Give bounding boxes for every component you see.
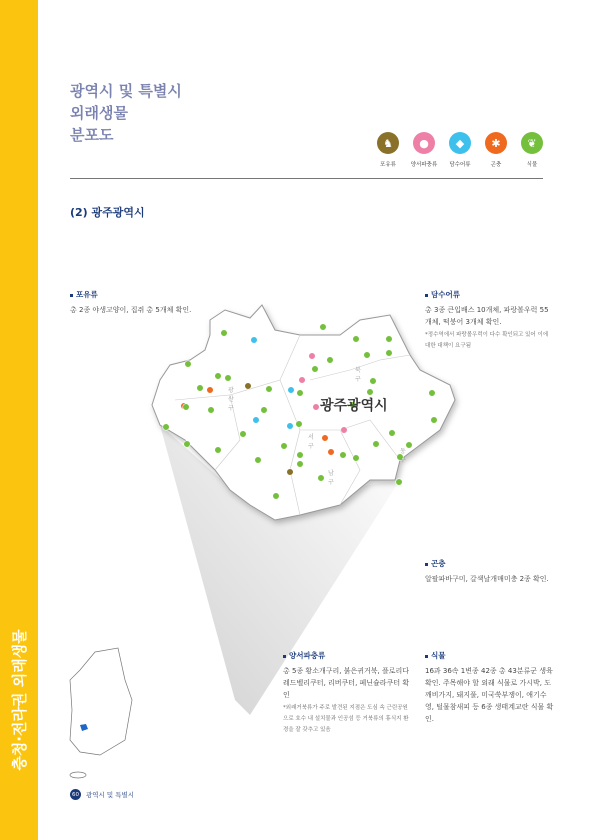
sprout-marker — [183, 404, 190, 411]
sprout-marker — [312, 366, 319, 373]
block-title: 담수어류 — [431, 290, 460, 299]
ladybug-marker — [207, 387, 214, 394]
title-line: 분포도 — [70, 126, 114, 144]
block-title: 양서파충류 — [289, 651, 326, 660]
legend-amphibian — [412, 132, 436, 168]
sprout-marker — [364, 352, 371, 359]
sprout-marker — [255, 457, 262, 464]
block-note: *외래거북류가 주로 발견된 지점은 도심 속 근린공원으로 호수 내 설치물과 인공섬 등 거북류의 휴식지 환경을 잘 갖추고 있음 — [283, 705, 409, 733]
fish-marker — [251, 337, 258, 344]
sprout-marker — [386, 336, 393, 343]
sprout-marker — [386, 350, 393, 357]
sprout-marker — [296, 421, 303, 428]
page-number: 60 — [70, 789, 81, 800]
mammal-marker — [245, 383, 252, 390]
frog-icon: ● — [413, 132, 435, 154]
sprout-marker — [266, 386, 273, 393]
mammal-icon: ♞ — [377, 132, 399, 154]
fish-icon: ◆ — [449, 132, 471, 154]
legend-mammal — [376, 132, 400, 168]
frog-marker — [341, 427, 348, 434]
sprout-marker — [320, 324, 327, 331]
page-title — [70, 80, 182, 146]
sprout-marker — [429, 390, 436, 397]
district-label: 남구 — [328, 470, 334, 486]
city-label: 광주광역시 — [320, 398, 388, 414]
jeju-island — [70, 772, 86, 778]
sprout-marker — [215, 373, 222, 380]
block-text: 16과 36속 1변종 42종 총 43분류군 생육 확인. 주목해야 할 외래 식물로 가시박, 도깨비가지, 돼지풀, 미국쑥부쟁이, 애기수영, 털물참새피 등 6종 생태계교란 식물 확인. — [425, 667, 554, 723]
legend — [376, 132, 544, 168]
block-text: 총 2종 야생고양이, 집쥐 총 5개체 확인. — [70, 306, 192, 314]
sprout-marker — [406, 442, 413, 449]
section-subtitle: (2) 광주광역시 — [70, 206, 145, 219]
district-label: 광산구 — [228, 387, 234, 412]
sprout-marker — [353, 336, 360, 343]
fish-marker — [253, 417, 260, 424]
ladybug-marker — [322, 435, 329, 442]
amphibian-block — [283, 650, 413, 736]
sprout-marker — [297, 390, 304, 397]
sprout-marker — [163, 424, 170, 431]
sprout-marker — [389, 430, 396, 437]
sprout-marker — [208, 407, 215, 414]
frog-marker — [299, 377, 306, 384]
sidebar — [0, 0, 38, 840]
block-note: *정수역에서 파랑볼우럭이 다수 확인되고 있어 이에 대한 대책이 요구됨 — [425, 332, 549, 349]
insect-block — [425, 558, 555, 585]
sprout-marker — [340, 452, 347, 459]
title-line: 광역시 및 특별시 — [70, 82, 182, 100]
legend-label: 양서파충류 — [410, 162, 438, 168]
mammal-block — [70, 289, 200, 316]
plant-block — [425, 650, 555, 725]
sprout-marker — [197, 385, 204, 392]
district-label: 북구 — [355, 367, 361, 383]
block-text: 총 3종 큰입배스 10개체, 파랑볼우럭 55개체, 떡붕어 3개체 확인. — [425, 306, 549, 326]
title-line: 외래생물 — [70, 104, 128, 122]
fish-block — [425, 289, 555, 352]
sprout-marker — [431, 417, 438, 424]
legend-insect — [484, 132, 508, 168]
legend-plant — [520, 132, 544, 168]
sprout-marker — [215, 447, 222, 454]
sprout-marker — [353, 455, 360, 462]
sidebar-label: 충청·전라권 외래생물 — [10, 629, 29, 771]
legend-fish — [448, 132, 472, 168]
sprout-marker — [281, 443, 288, 450]
sprout-marker — [297, 461, 304, 468]
legend-label: 곤충 — [490, 162, 502, 168]
footer-label: 광역시 및 특별시 — [86, 791, 135, 799]
block-text: 알팔파바구미, 갈색날개매미충 2종 확인. — [425, 575, 549, 583]
block-title: 포유류 — [76, 290, 98, 299]
sprout-marker — [225, 375, 232, 382]
ladybug-marker — [328, 449, 335, 456]
footer — [70, 789, 134, 800]
fish-marker — [288, 387, 295, 394]
sprout-marker — [396, 479, 403, 486]
frog-marker — [309, 353, 316, 360]
sprout-marker — [373, 441, 380, 448]
mammal-marker — [287, 469, 294, 476]
legend-label: 포유류 — [380, 162, 396, 168]
sprout-marker — [261, 407, 268, 414]
district-label: 서구 — [308, 434, 314, 450]
district-label: 동구 — [400, 448, 406, 464]
sprout-marker — [370, 378, 377, 385]
divider — [70, 178, 543, 179]
sprout-marker — [318, 475, 325, 482]
sprout-marker — [185, 361, 192, 368]
sprout-marker — [221, 330, 228, 337]
block-title: 곤충 — [431, 559, 446, 568]
frog-marker — [313, 404, 320, 411]
block-text: 총 5종 황소개구리, 붉은귀거북, 플로리다레드벨리쿠터, 리버쿠터, 페닌슐라쿠터 확인 — [283, 667, 410, 699]
sprout-marker — [273, 493, 280, 500]
korea-inset — [70, 648, 132, 755]
ladybug-icon: ✱ — [485, 132, 507, 154]
block-title: 식물 — [431, 651, 446, 660]
sprout-icon: ❦ — [521, 132, 543, 154]
sprout-marker — [184, 441, 191, 448]
fish-marker — [287, 423, 294, 430]
sprout-marker — [297, 452, 304, 459]
legend-label: 식물 — [526, 162, 538, 168]
sprout-marker — [327, 357, 334, 364]
sprout-marker — [240, 431, 247, 438]
legend-label: 담수어류 — [449, 162, 471, 168]
